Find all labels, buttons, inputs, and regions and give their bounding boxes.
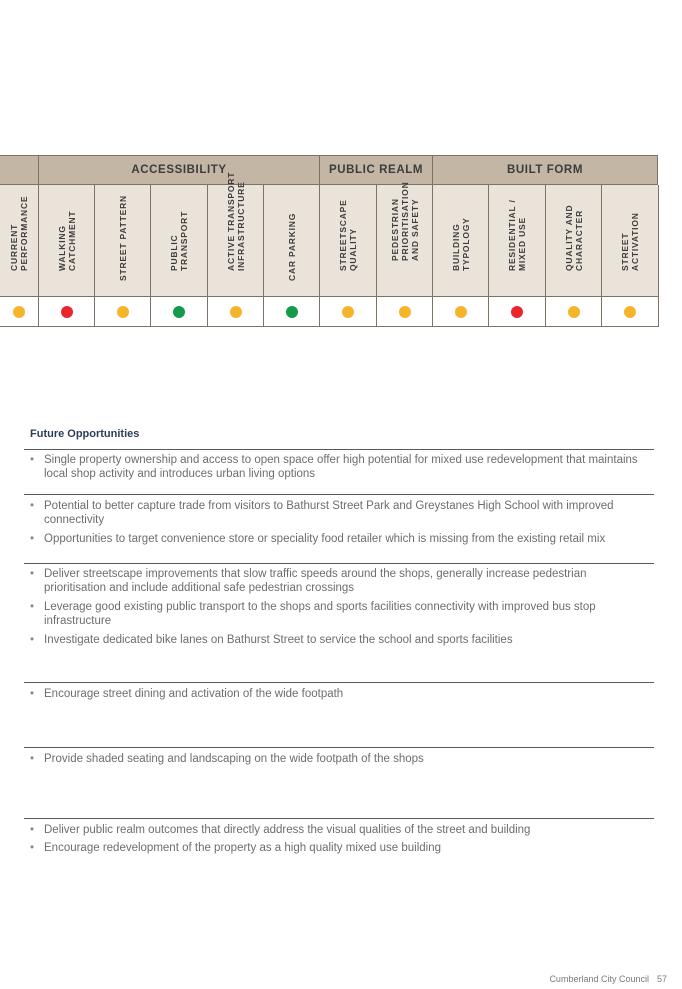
status-amber-icon [455, 306, 467, 318]
column-header [545, 185, 602, 297]
divider [24, 682, 654, 683]
column-header-line: PUBLIC [169, 234, 179, 271]
rating-cell [432, 297, 489, 327]
column-header-label [507, 161, 527, 271]
column-header-line: PEDESTRIAN [389, 198, 400, 261]
page-footer [549, 974, 667, 984]
rating-cell [150, 297, 208, 327]
column-header-label [226, 161, 246, 271]
opportunity-item: • Potential to better capture trade from visitors to Bathurst Street Park and Greystanes High School with improved connectivity [30, 500, 614, 526]
column-header-label [564, 161, 584, 271]
rating-cell [601, 297, 659, 327]
bullet-icon: • [30, 753, 35, 765]
status-green-icon [286, 306, 298, 318]
column-header-label [338, 161, 358, 271]
column-header-line: RESIDENTIAL / [507, 199, 517, 271]
page-number: 57 [656, 974, 667, 984]
column-header [38, 185, 95, 297]
column-header-label [451, 161, 471, 271]
divider [24, 818, 654, 819]
opportunity-item: • Deliver streetscape improvements that slow traffic speeds around the shops, generally increase pedestrian prioritisation and include additional safe pedestrian crossings [30, 568, 587, 594]
column-header-line: CHARACTER [573, 209, 584, 271]
column-header-line: PRIORITISATION [399, 181, 410, 261]
column-header-line: STREET PATTERN [117, 195, 128, 281]
column-header-line: TRANSPORT [179, 210, 189, 271]
column-header-label [118, 171, 128, 281]
column-header-label [169, 161, 189, 271]
column-header-label [287, 171, 297, 281]
bullet-icon: • [30, 824, 35, 836]
bullet-icon: • [30, 688, 35, 700]
opportunity-item: • Investigate dedicated bike lanes on Bathurst Street to service the school and sports facilities [30, 634, 513, 646]
bullet-icon: • [30, 500, 35, 512]
column-header-line: QUALITY [348, 228, 358, 271]
column-header [207, 171, 264, 297]
group-header-built-form: BUILT FORM [432, 155, 658, 185]
column-header-line: STREET [620, 232, 630, 271]
future-opportunities-heading: Future Opportunities [30, 428, 140, 440]
column-header [376, 181, 433, 297]
column-header [263, 185, 320, 297]
column-header [0, 185, 39, 297]
rating-cell [376, 297, 433, 327]
status-amber-icon [399, 306, 411, 318]
bullet-icon: • [30, 842, 35, 854]
divider [24, 747, 654, 748]
rating-cell [319, 297, 377, 327]
column-header [94, 185, 151, 297]
column-header-line: CAR PARKING [286, 212, 297, 281]
rating-cell [545, 297, 602, 327]
opportunity-item: • Opportunities to target convenience store or speciality food retailer which is missing from the existing retail mix [30, 533, 606, 545]
divider [24, 563, 654, 564]
bullet-icon: • [30, 634, 35, 646]
opportunity-item: • Encourage street dining and activation of the wide footpath [30, 688, 344, 700]
column-header-line: INFRASTRUCTURE [235, 181, 246, 271]
column-header-label [390, 151, 420, 261]
column-header-line: ACTIVATION [630, 212, 640, 271]
column-header-line: MIXED USE [517, 217, 527, 271]
status-amber-icon [13, 306, 25, 318]
rating-cell [488, 297, 546, 327]
column-header [432, 185, 489, 297]
rating-cell [263, 297, 320, 327]
status-amber-icon [342, 306, 354, 318]
rating-cell [0, 297, 39, 327]
column-header-line: BUILDING [450, 223, 461, 271]
status-red-icon [61, 306, 73, 318]
opportunity-item: • Encourage redevelopment of the property as a high quality mixed use building [30, 842, 441, 854]
column-header-line: TYPOLOGY [460, 217, 471, 271]
rating-cell [207, 297, 264, 327]
column-header-line: STREETSCAPE [338, 199, 348, 271]
divider [24, 494, 654, 495]
column-header-line: AND SAFETY [409, 198, 420, 261]
bullet-icon: • [30, 533, 35, 545]
column-header-label [9, 161, 29, 271]
column-header-line: ACTIVE TRANSPORT [225, 171, 236, 271]
column-header-line: CURRENT [9, 223, 19, 271]
bullet-icon: • [30, 454, 35, 466]
group-header-public-realm: PUBLIC REALM [319, 155, 433, 185]
divider [24, 449, 654, 450]
rating-cell [94, 297, 151, 327]
status-red-icon [511, 306, 523, 318]
column-header-line: QUALITY AND [563, 204, 574, 271]
opportunity-item: • Leverage good existing public transport to the shops and sports facilities connectivity with improved bus stop infrastructure [30, 601, 596, 627]
bullet-icon: • [30, 601, 35, 613]
status-amber-icon [624, 306, 636, 318]
column-header-line: WALKING [56, 225, 67, 271]
column-header-label [620, 161, 640, 271]
column-header [601, 185, 659, 297]
rating-cell [38, 297, 95, 327]
status-green-icon [173, 306, 185, 318]
column-header-line: CATCHMENT [66, 210, 77, 271]
bullet-icon: • [30, 568, 35, 580]
column-header-label [57, 161, 77, 271]
column-header [150, 185, 208, 297]
opportunity-item: • Single property ownership and access to open space offer high potential for mixed use redevelopment that maintains local shop activity and introduces urban living options [30, 454, 638, 480]
status-amber-icon [230, 306, 242, 318]
opportunity-item: • Provide shaded seating and landscaping on the wide footpath of the shops [30, 753, 424, 765]
opportunity-item: • Deliver public realm outcomes that directly address the visual qualities of the street and building [30, 824, 531, 836]
footer-council-name: Cumberland City Council [549, 974, 649, 984]
assessment-table [0, 155, 658, 327]
column-header [488, 185, 546, 297]
group-header-accessibility: ACCESSIBILITY [38, 155, 320, 185]
column-header [319, 185, 377, 297]
column-header-line: PERFORMANCE [19, 195, 29, 271]
status-amber-icon [117, 306, 129, 318]
status-amber-icon [568, 306, 580, 318]
